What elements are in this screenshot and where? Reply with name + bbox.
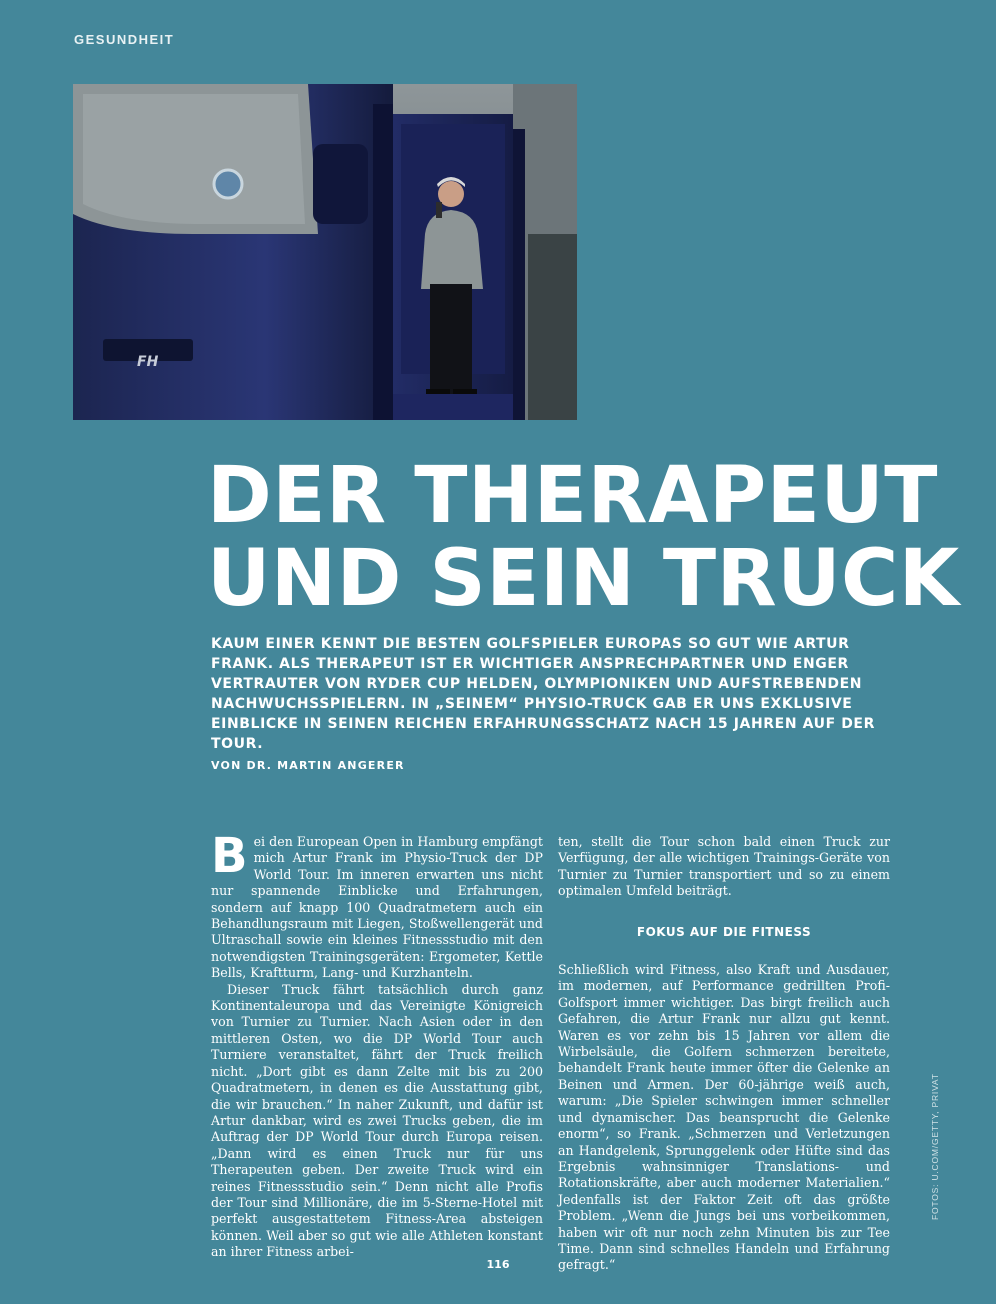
paragraph-2: Dieser Truck fährt tatsächlich durch ganz Kontinentaleuropa und das Vereinigte Königreich von Turnier zu Turnier. Nach Asien oder in den mittleren Osten, wo die DP World Tour auch Turniere veranstaltet, fährt der Truck freilich nicht. „Dort gibt es dann Zelte mit bis zu 200 Quadratmetern, in denen es die Ausstattung gibt, die wir brauchen.“ In naher Zukunft, und dafür ist Artur dankbar, wird es zwei Trucks geben, die im Auftrag der DP World Tour durch Europa reisen. „Dann wird es einen Truck nur für uns Therapeuten geben. Der zweite Truck wird ein reines Fitnessstudio sein.“ Denn nicht alle Profis der Tour sind Millionäre, die im 5-Sterne-Hotel mit perfekt ausgestattetem Fitness-Area absteigen können. Weil aber so gut wie alle Athleten konstant an ihrer Fitness arbei- bbox=[211, 981, 543, 1260]
paragraph-2-continued: ten, stellt die Tour schon bald einen Truck zur Verfügung, der alle wichtigen Trainings-Geräte von Turnier zu Turnier transportiert und so zu einem optimalen Umfeld beiträgt. bbox=[558, 834, 890, 899]
headline-line-2: UND SEIN TRUCK bbox=[207, 534, 960, 624]
paragraph-1-text: ei den European Open in Hamburg empfängt mich Artur Frank im Physio-Truck der DP World Tour. Im inneren erwarten uns nicht nur spannende Einblicke und Erfahrungen, sondern auf knapp 100 Quadratmetern auch ein Behandlungsraum mit Liegen, Stoßwellengerät und Ultraschall sowie ein kleines Fitnessstudio mit den notwendigsten Trainingsgeräten: Ergometer, Kettle Bells, Kraftturm, Lang- und Kurzhanteln. bbox=[211, 834, 543, 981]
article-column-right bbox=[558, 834, 890, 1274]
paragraph-1 bbox=[211, 828, 543, 982]
headline bbox=[207, 451, 967, 624]
drop-cap: B bbox=[211, 828, 248, 884]
article-photo bbox=[73, 84, 577, 420]
truck-photo-illustration bbox=[73, 84, 577, 420]
page-number: 116 bbox=[486, 1258, 510, 1271]
byline: VON DR. MARTIN ANGERER bbox=[211, 759, 405, 772]
subheading: FOKUS AUF DIE FITNESS bbox=[636, 924, 812, 939]
photo-credit: FOTOS: U.COM/GETTY, PRIVAT bbox=[930, 1073, 940, 1220]
headline-line-1: DER THERAPEUT bbox=[207, 451, 938, 541]
paragraph-3: Schließlich wird Fitness, also Kraft und Ausdauer, im modernen, auf Performance gedrillten Profi-Golfsport immer wichtiger. Das birgt freilich auch Gefahren, die Artur Frank nur allzu gut kennt. Waren es vor zehn bis 15 Jahren vor allem die Wirbelsäule, die Golfern schmerzen bereitete, behandelt Frank heute immer öfter die Gelenke an Beinen und Armen. Der 60-jährige weiß auch, warum: „Die Spieler schwingen immer schneller und dynamischer. Das beansprucht die Gelenke enorm“, so Frank. „Schmerzen und Verletzungen an Handgelenk, Sprunggelenk oder Hüfte sind das Ergebnis wahnsinniger Translations- und Rotationskräfte, aber auch moderner Materialien.“ Jedenfalls ist der Faktor Zeit oft das größte Problem. „Wenn die Jungs bei uns vorbeikommen, haben wir oft nur noch zehn Minuten bis zur Tee Time. Dann sind schnelles Handeln und Erfahrung gefragt.“ bbox=[558, 962, 890, 1273]
section-label: GESUNDHEIT bbox=[74, 32, 175, 47]
intro-teaser: KAUM EINER KENNT DIE BESTEN GOLFSPIELER EUROPAS SO GUT WIE ARTUR FRANK. ALS THERAPEUT IST ER WICHTIGER ANSPRECHPARTNER UND ENGER VERTRAUTER VON RYDER CUP HELDEN, OLYMPIONIKEN UND AUFSTREBENDEN NACHWUCHSSPIELERN. IN „SEINEM“ PHYSIO-TRUCK GAB ER UNS EXKLUSIVE EINBLICKE IN SEINEN REICHEN ERFAHRUNGSSCHATZ NACH 15 JAHREN AUF DER TOUR. bbox=[211, 636, 875, 752]
truck-badge: FH bbox=[137, 354, 159, 370]
article-column-left bbox=[211, 828, 543, 1261]
